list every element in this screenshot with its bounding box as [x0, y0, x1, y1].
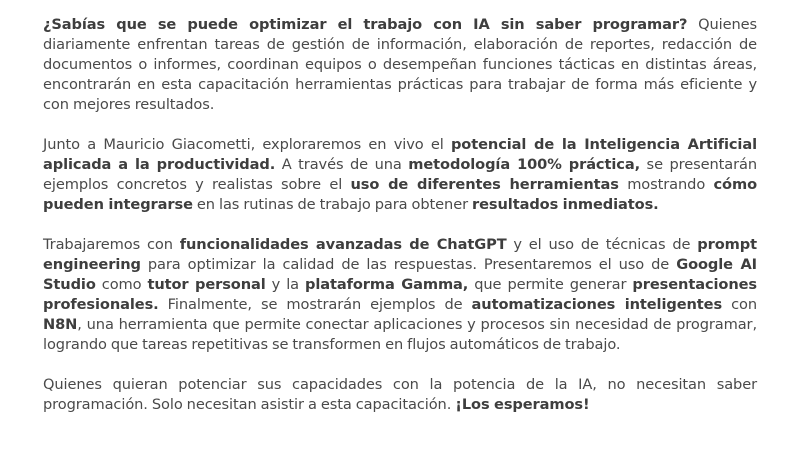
text-run: Finalmente, se mostrarán ejemplos de — [158, 296, 472, 313]
text-run: en las rutinas de trabajo para obtener — [192, 196, 473, 213]
text-run: Quienes quieran potenciar sus capacidades con la potencia de la IA, no necesitan saber programación. Solo necesitan asistir a esta capacitación. — [43, 376, 757, 413]
text-run: potencial de la Inteligencia Artificial aplicada a la productividad. — [43, 136, 757, 173]
text-run: y la — [265, 276, 306, 293]
text-run: con — [722, 296, 757, 313]
text-run: prompt engineering — [43, 236, 757, 273]
text-run: ¡Los esperamos! — [455, 396, 590, 413]
text-run: para optimizar la calidad de las respuestas. Presentaremos el uso de — [140, 256, 677, 273]
text-run: y el uso de técnicas de — [506, 236, 698, 253]
text-run: cómo pueden integrarse — [43, 176, 757, 213]
text-run: uso de diferentes herramientas — [350, 176, 619, 193]
paragraph-intro — [43, 15, 757, 115]
text-run: funcionalidades avanzadas de ChatGPT — [179, 236, 507, 253]
text-run: Trabajaremos con — [43, 236, 180, 253]
text-run: Junto a Mauricio Giacometti, exploraremos en vivo el — [43, 136, 451, 153]
text-run: A través de una — [275, 156, 409, 173]
text-run: Google AI Studio — [43, 256, 757, 293]
text-run: que permite generar — [468, 276, 633, 293]
text-run: mostrando — [618, 176, 714, 193]
text-run: N8N — [43, 316, 78, 333]
text-run: presentaciones profesionales. — [43, 276, 758, 313]
text-run: metodología 100% práctica, — [408, 156, 641, 173]
text-run: automatizaciones inteligentes — [471, 296, 723, 313]
text-run: , una herramienta que permite conectar aplicaciones y procesos sin necesidad de programar, logrando que tareas repetitivas se transformen en flujos automáticos de trabajo. — [43, 316, 757, 353]
text-run: plataforma Gamma, — [305, 276, 469, 293]
article-body — [43, 15, 757, 435]
paragraph-tools — [43, 235, 757, 355]
text-run: Quienes diariamente enfrentan tareas de gestión de información, elaboración de reportes, redacción de documentos o informes, coordinan equipos o desempeñan funciones tácticas en distintas áreas, encontrarán en esta capacitación herramientas prácticas para trabajar de forma más eficiente y con mejores resultados. — [43, 16, 757, 113]
text-run: resultados inmediatos. — [472, 196, 659, 213]
text-run: tutor personal — [147, 276, 266, 293]
paragraph-instructor — [43, 135, 757, 215]
text-run: ¿Sabías que se puede optimizar el trabajo con IA sin saber programar? — [43, 16, 688, 33]
text-run: se presentarán ejemplos concretos y realistas sobre el — [43, 156, 757, 193]
text-run: como — [95, 276, 148, 293]
paragraph-closing — [43, 375, 757, 415]
